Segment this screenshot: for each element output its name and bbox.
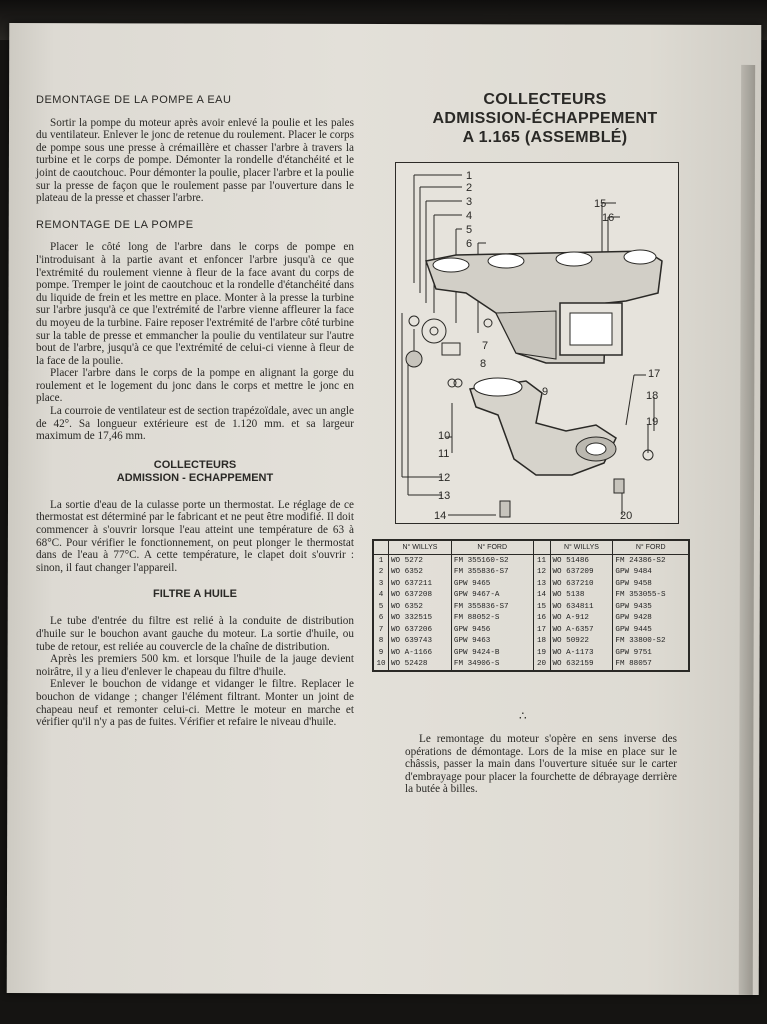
table-cell: 11 xyxy=(533,555,550,567)
table-cell: WO A-1173 xyxy=(550,647,613,659)
paragraph-filtre-1: Le tube d'entrée du filtre est relié à la conduite de distribution d'huile sur le bouchon avant gauche du moteur. La sortie d'huile, ou tube de retour, est reliée au couvercle de la chaîne de distribution. xyxy=(36,615,354,653)
table-cell: 13 xyxy=(533,578,550,590)
table-cell: WO 6352 xyxy=(389,601,452,613)
callout-2: 2 xyxy=(466,182,473,194)
table-cell: WO 634811 xyxy=(550,601,613,613)
table-cell: WO 637206 xyxy=(389,624,452,636)
table-cell: GPW 9467-A xyxy=(451,590,533,602)
table-cell: 2 xyxy=(373,567,389,579)
table-cell: WO A-6357 xyxy=(550,624,613,636)
callout-8: 8 xyxy=(480,358,487,370)
table-cell: WO 639743 xyxy=(389,636,452,648)
callout-20: 20 xyxy=(620,510,633,522)
table-cell: FM 33800-S2 xyxy=(613,636,689,648)
callout-11: 11 xyxy=(438,448,450,460)
table-cell: 12 xyxy=(533,567,550,579)
table-cell: 7 xyxy=(373,624,389,636)
figure-title-line3: A 1.165 (ASSEMBLÉ) xyxy=(462,129,628,146)
table-cell: FM 355836-S7 xyxy=(451,567,533,579)
parts-table xyxy=(372,539,690,672)
table-row xyxy=(373,555,689,567)
callout-15: 15 xyxy=(594,198,607,210)
table-cell: WO 52428 xyxy=(389,659,452,672)
table-cell: 14 xyxy=(533,590,550,602)
table-row xyxy=(373,613,689,625)
callout-3: 3 xyxy=(466,196,473,208)
table-cell: WO 632159 xyxy=(550,659,613,672)
right-column xyxy=(395,68,695,147)
callout-19: 19 xyxy=(646,416,659,428)
table-cell: 6 xyxy=(373,613,389,625)
paragraph-remontage-moteur: Le remontage du moteur s'opère en sens inverse des opérations de démontage. Lors de la mise en place sur le châssis, passer la main dans l'ouverture située sur le carter d'embrayage pour placer la fourchette de débrayage derrière la butée à billes. xyxy=(405,733,677,796)
table-cell: GPW 9463 xyxy=(451,636,533,648)
section-title-remontage: REMONTAGE DE LA POMPE xyxy=(36,218,194,231)
callout-13: 13 xyxy=(438,490,451,502)
table-row xyxy=(373,601,689,613)
section-title-filtre: FILTRE A HUILE xyxy=(153,588,237,601)
table-cell: 18 xyxy=(533,636,550,648)
table-cell: 9 xyxy=(373,647,389,659)
table-cell: WO 5138 xyxy=(550,590,613,602)
table-cell: 4 xyxy=(373,590,389,602)
paragraph-demontage: Sortir la pompe du moteur après avoir enlevé la poulie et les pales du ventilateur. Enlever le jonc de retenue du roulement. Placer le corps de pompe sous une presse à crémaillère et chasser l'arbre à travers la turbine et le corps de pompe. Démonter la rondelle d'étanchéité et le joint de caoutchouc. Pour démonter la poulie, placer l'arbre et la poulie sur la presse de façon que le roulement passe par l'ouverture dans le plateau de la presse et chasser l'arbre. xyxy=(36,116,354,205)
table-cell: GPW 9751 xyxy=(613,647,689,659)
table-cell: WO 5272 xyxy=(389,555,452,567)
table-cell: FM 24386-S2 xyxy=(613,555,689,567)
table-cell: 17 xyxy=(533,624,550,636)
table-cell: GPW 9428 xyxy=(613,613,689,625)
table-cell: 20 xyxy=(533,659,550,672)
table-cell: GPW 9484 xyxy=(613,567,689,579)
section-title-collecteurs xyxy=(36,459,354,485)
table-cell: 5 xyxy=(373,601,389,613)
table-row xyxy=(373,567,689,579)
table-cell: GPW 9424-B xyxy=(451,647,533,659)
table-cell: WO 51486 xyxy=(550,555,613,567)
figure-title-line2: ADMISSION-ÉCHAPPEMENT xyxy=(432,110,658,127)
header-willys-2: N° WILLYS xyxy=(550,540,613,555)
table-cell: FM 34906-S xyxy=(451,659,533,672)
table-cell: WO 637211 xyxy=(389,578,452,590)
table-cell: 1 xyxy=(373,555,389,567)
table-cell: FM 88052-S xyxy=(451,613,533,625)
callout-7: 7 xyxy=(482,340,489,352)
section-title-demontage: DEMONTAGE DE LA POMPE A EAU xyxy=(36,94,232,106)
callout-14: 14 xyxy=(434,510,447,522)
manifold-illustration xyxy=(395,162,679,524)
table-row xyxy=(373,647,689,659)
paragraph-remontage-1: Placer le côté long de l'arbre dans le corps de pompe en l'introduisant à la partie avant et enfoncer l'arbre jusqu'à ce que l'extrémité du roulement vienne à fleur de la face avant du corps de pompe. Tremper le joint de caoutchouc et la rondelle d'étanchéité dans du liquide de frein et les mettre en place. Monter à la presse la turbine sur l'arbre jusqu'à ce que l'extrémité de l'arbre vienne affleurer la face du moyeu de la turbine. Faire reposer l'extrémité de l'arbre côté turbine sur la table de presse et emmancher la poulie du ventilateur sur l'autre bout de l'arbre, jusqu'à ce que l'extrémité de celui-ci vienne à fleur de la face de la poulie. xyxy=(36,241,354,367)
callout-4: 4 xyxy=(466,210,473,222)
table-cell: FM 88057 xyxy=(613,659,689,672)
table-row xyxy=(373,636,689,648)
table-cell: GPW 9456 xyxy=(451,624,533,636)
callout-17: 17 xyxy=(648,368,661,380)
table-row xyxy=(373,590,689,602)
figure-title-line1: COLLECTEURS xyxy=(483,91,607,108)
header-ford-1: N° FORD xyxy=(451,540,533,555)
callout-5: 5 xyxy=(466,224,473,236)
page-edge xyxy=(739,65,755,995)
paragraph-remontage-2: Placer l'arbre dans le corps de la pompe en alignant la gorge du roulement et le logement du jonc dans le corps et mettre le jonc en place. xyxy=(36,367,354,405)
paragraph-remontage-3: La courroie de ventilateur est de section trapézoïdale, avec un angle de 42°. Sa longueur extérieure est de 1.120 mm. et sa largeur maximum de 17,46 mm. xyxy=(36,405,354,443)
paragraph-filtre-2: Après les premiers 500 km. et lorsque l'huile de la jauge devient noirâtre, il y a lieu d'enlever le chapeau du filtre d'huile. xyxy=(36,653,354,678)
parts-table-header xyxy=(373,540,689,555)
figure-title xyxy=(395,90,695,147)
table-cell: GPW 9458 xyxy=(613,578,689,590)
table-cell: 19 xyxy=(533,647,550,659)
table-cell: 15 xyxy=(533,601,550,613)
table-row xyxy=(373,624,689,636)
callout-1: 1 xyxy=(466,170,473,182)
callout-9: 9 xyxy=(542,386,549,398)
table-cell: 16 xyxy=(533,613,550,625)
table-cell: WO 332515 xyxy=(389,613,452,625)
callout-10: 10 xyxy=(438,430,451,442)
callout-6: 6 xyxy=(466,238,473,250)
table-cell: GPW 9465 xyxy=(451,578,533,590)
callout-16: 16 xyxy=(602,212,615,224)
table-cell: WO 6352 xyxy=(389,567,452,579)
table-cell: FM 355160-S2 xyxy=(451,555,533,567)
collecteurs-title-line1: COLLECTEURS xyxy=(153,458,237,471)
table-cell: WO A-912 xyxy=(550,613,613,625)
left-column xyxy=(36,68,354,729)
table-cell: GPW 9445 xyxy=(613,624,689,636)
paragraph-thermostat: La sortie d'eau de la culasse porte un thermostat. Le réglage de ce thermostat est déterminé par le fabricant et ne peut être modifié. Il doit commencer à s'ouvrir lorsque l'eau atteint une température de 63 à 68°C. Pour vérifier le fonctionnement, on peut plonger le thermostat dans de l'eau à 77°C. A cette température, le clapet doit s'ouvrir : sinon, il faut changer l'appareil. xyxy=(36,498,354,574)
table-cell: WO A-1166 xyxy=(389,647,452,659)
table-cell: 8 xyxy=(373,636,389,648)
header-ford-2: N° FORD xyxy=(613,540,689,555)
table-cell: FM 353055-S xyxy=(613,590,689,602)
table-cell: WO 637208 xyxy=(389,590,452,602)
manifold-drawing xyxy=(396,163,678,523)
separator-dots: ∴ xyxy=(519,709,527,723)
callout-18: 18 xyxy=(646,390,659,402)
table-cell: FM 355836-S7 xyxy=(451,601,533,613)
table-cell: WO 637210 xyxy=(550,578,613,590)
header-willys-1: N° WILLYS xyxy=(389,540,452,555)
table-cell: 3 xyxy=(373,578,389,590)
callout-12: 12 xyxy=(438,472,451,484)
table-row xyxy=(373,578,689,590)
table-cell: 10 xyxy=(373,659,389,672)
paragraph-filtre-3: Enlever le bouchon de vidange et vidanger le filtre. Replacer le bouchon de vidange ; changer l'élément filtrant. Monter un joint de chapeau neuf et remonter celui-ci. Mettre le moteur en marche et vérifier qu'il n'y a pas de fuites. Vérifier et refaire le niveau d'huile. xyxy=(36,678,354,729)
table-cell: GPW 9435 xyxy=(613,601,689,613)
table-row xyxy=(373,659,689,672)
collecteurs-title-line2: ADMISSION - ECHAPPEMENT xyxy=(116,471,274,484)
table-cell: WO 637209 xyxy=(550,567,613,579)
bottom-text-block xyxy=(405,733,677,796)
table-cell: WO 50922 xyxy=(550,636,613,648)
